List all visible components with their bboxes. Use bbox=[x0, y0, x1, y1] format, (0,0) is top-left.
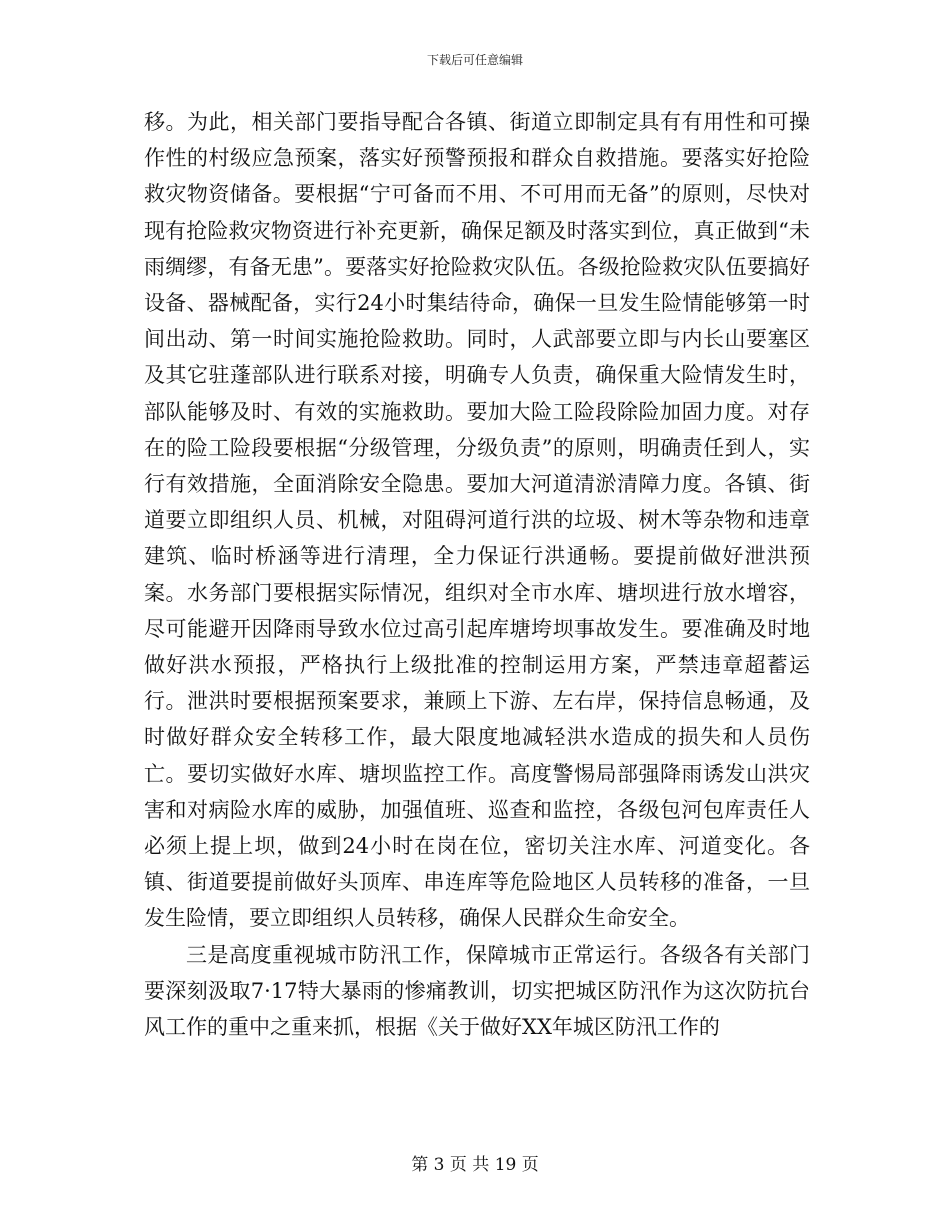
paragraph-1: 移。为此，相关部门要指导配合各镇、街道立即制定具有有用性和可操作性的村级应急预案，落实好预警预报和群众自救措施。要落实好抢险救灾物资储备。要根据“宁可备而不用、不可用而无备”的原则，尽快对现有抢险救灾物资进行补充更新，确保足额及时落实到位，真正做到“未雨绸缪，有备无患”。要落实好抢险救灾队伍。各级抢险救灾队伍要搞好设备、器械配备，实行24小时集结待命，确保一旦发生险情能够第一时间出动、第一时间实施抢险救助。同时，人武部要立即与内长山要塞区及其它驻蓬部队进行联系对接，明确专人负责，确保重大险情发生时，部队能够及时、有效的实施救助。要加大险工险段除险加固力度。对存在的险工险段要根据“分级管理，分级负责”的原则，明确责任到人，实行有效措施，全面消除安全隐患。要加大河道清淤清障力度。各镇、街道要立即组织人员、机械，对阻碍河道行洪的垃圾、树木等杂物和违章建筑、临时桥涵等进行清理，全力保证行洪通畅。要提前做好泄洪预案。水务部门要根据实际情况，组织对全市水库、塘坝进行放水增容，尽可能避开因降雨导致水位过高引起库塘垮坝事故发生。要准确及时地做好洪水预报，严格执行上级批准的控制运用方案，严禁违章超蓄运行。泄洪时要根据预案要求，兼顾上下游、左右岸，保持信息畅通，及时做好群众安全转移工作，最大限度地减轻洪水造成的损失和人员伤亡。要切实做好水库、塘坝监控工作。高度警惕局部强降雨诱发山洪灾害和对病险水库的威胁，加强值班、巡查和监控，各级包河包库责任人必须上提上坝，做到24小时在岗在位，密切关注水库、河道变化。各镇、街道要提前做好头顶库、串连库等危险地区人员转移的准备，一旦发生险情，要立即组织人员转移，确保人民群众生命安全。 bbox=[144, 110, 810, 931]
page-header: 下载后可任意编辑 bbox=[426, 53, 523, 67]
page-number: 第 3 页 共 19 页 bbox=[411, 1155, 539, 1175]
document-body bbox=[144, 104, 810, 1045]
paragraph-2: 三是高度重视城市防汛工作，保障城市正常运行。各级各有关部门要深刻汲取7·17特大暴雨的惨痛教训，切实把城区防汛作为这次防抗台风工作的重中之重来抓，根据《关于做好XX年城区防汛工作的 bbox=[144, 942, 810, 1040]
